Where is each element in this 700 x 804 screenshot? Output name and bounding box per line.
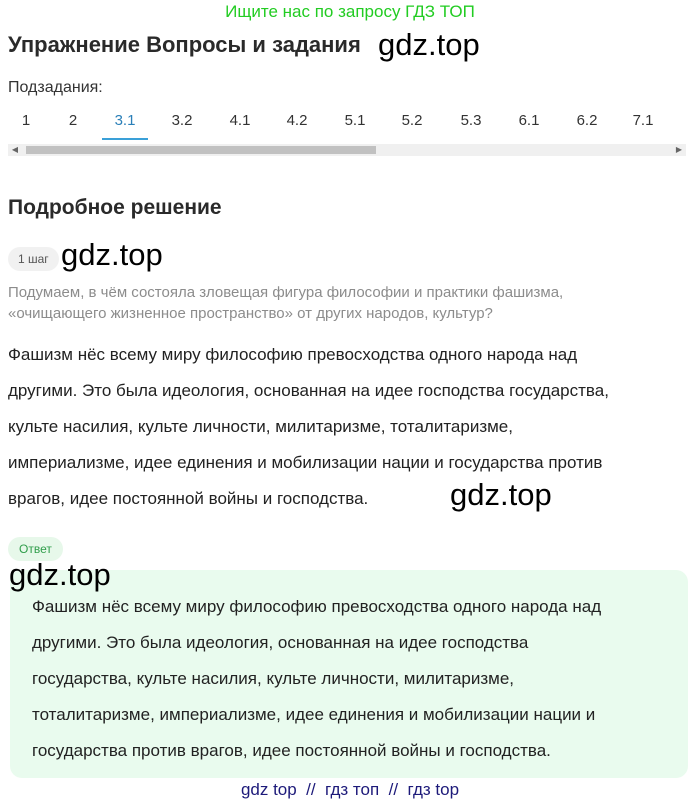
tab-7-1[interactable]: 7.1 xyxy=(632,112,654,129)
subtask-tabs xyxy=(8,111,686,141)
tab-4-2[interactable]: 4.2 xyxy=(286,112,308,129)
scroll-left-icon[interactable]: ◀ xyxy=(11,145,19,154)
tab-5-3[interactable]: 5.3 xyxy=(460,112,482,129)
tab-3-2[interactable]: 3.2 xyxy=(171,112,193,129)
tabs-scrollbar[interactable] xyxy=(8,144,686,156)
watermark: gdz.top xyxy=(450,477,552,512)
step-badge: 1 шаг xyxy=(8,247,59,271)
step-hint: Подумаем, в чём состояла зловещая фигура философии и практики фашизма, «очищающего жизненное пространство» от других народов, культур? xyxy=(8,284,564,322)
tab-2[interactable]: 2 xyxy=(68,112,78,129)
tab-3-1[interactable]: 3.1 xyxy=(114,112,136,129)
section-title: Подробное решение xyxy=(8,196,222,219)
tab-5-2[interactable]: 5.2 xyxy=(401,112,423,129)
watermark: gdz.top xyxy=(378,27,480,62)
promo-banner[interactable]: Ищите нас по запросу ГДЗ ТОП xyxy=(225,2,475,21)
subtasks-label: Подзадания: xyxy=(8,79,103,96)
solution-text xyxy=(8,337,690,517)
answer-line: тоталитаризме, империализме, идее единения и мобилизации нации и xyxy=(32,705,596,724)
solution-line: другими. Это была идеология, основанная на идее господства государства, xyxy=(8,381,609,400)
answer-line: Фашизм нёс всему миру философию превосходства одного народа над xyxy=(32,597,602,616)
scroll-right-icon[interactable]: ▶ xyxy=(675,145,683,154)
answer-line: государства, культе насилия, культе личности, милитаризме, xyxy=(32,669,515,688)
watermark: gdz.top xyxy=(9,557,111,592)
active-tab-indicator xyxy=(102,138,148,140)
solution-line: врагов, идее постоянной войны и господства. xyxy=(8,489,369,508)
scrollbar-thumb[interactable] xyxy=(26,146,376,154)
watermark: gdz.top xyxy=(61,237,163,272)
page-title: Упражнение Вопросы и задания xyxy=(8,32,361,57)
solution-line: империализме, идее единения и мобилизации нации и государства против xyxy=(8,453,603,472)
tab-1[interactable]: 1 xyxy=(21,112,31,129)
solution-line: Фашизм нёс всему миру философию превосходства одного народа над xyxy=(8,345,578,364)
answer-text xyxy=(32,589,672,769)
footer-links[interactable]: gdz top // гдз топ // гдз top xyxy=(240,780,460,799)
answer-line: другими. Это была идеология, основанная на идее господства xyxy=(32,633,529,652)
tab-4-1[interactable]: 4.1 xyxy=(229,112,251,129)
answer-line: государства против врагов, идее постоянной войны и господства. xyxy=(32,741,551,760)
tab-6-2[interactable]: 6.2 xyxy=(576,112,598,129)
answer-box xyxy=(10,570,688,778)
solution-line: культе насилия, культе личности, милитаризме, тоталитаризме, xyxy=(8,417,513,436)
tab-6-1[interactable]: 6.1 xyxy=(518,112,540,129)
answer-badge: Ответ xyxy=(8,537,63,561)
tab-5-1[interactable]: 5.1 xyxy=(344,112,366,129)
